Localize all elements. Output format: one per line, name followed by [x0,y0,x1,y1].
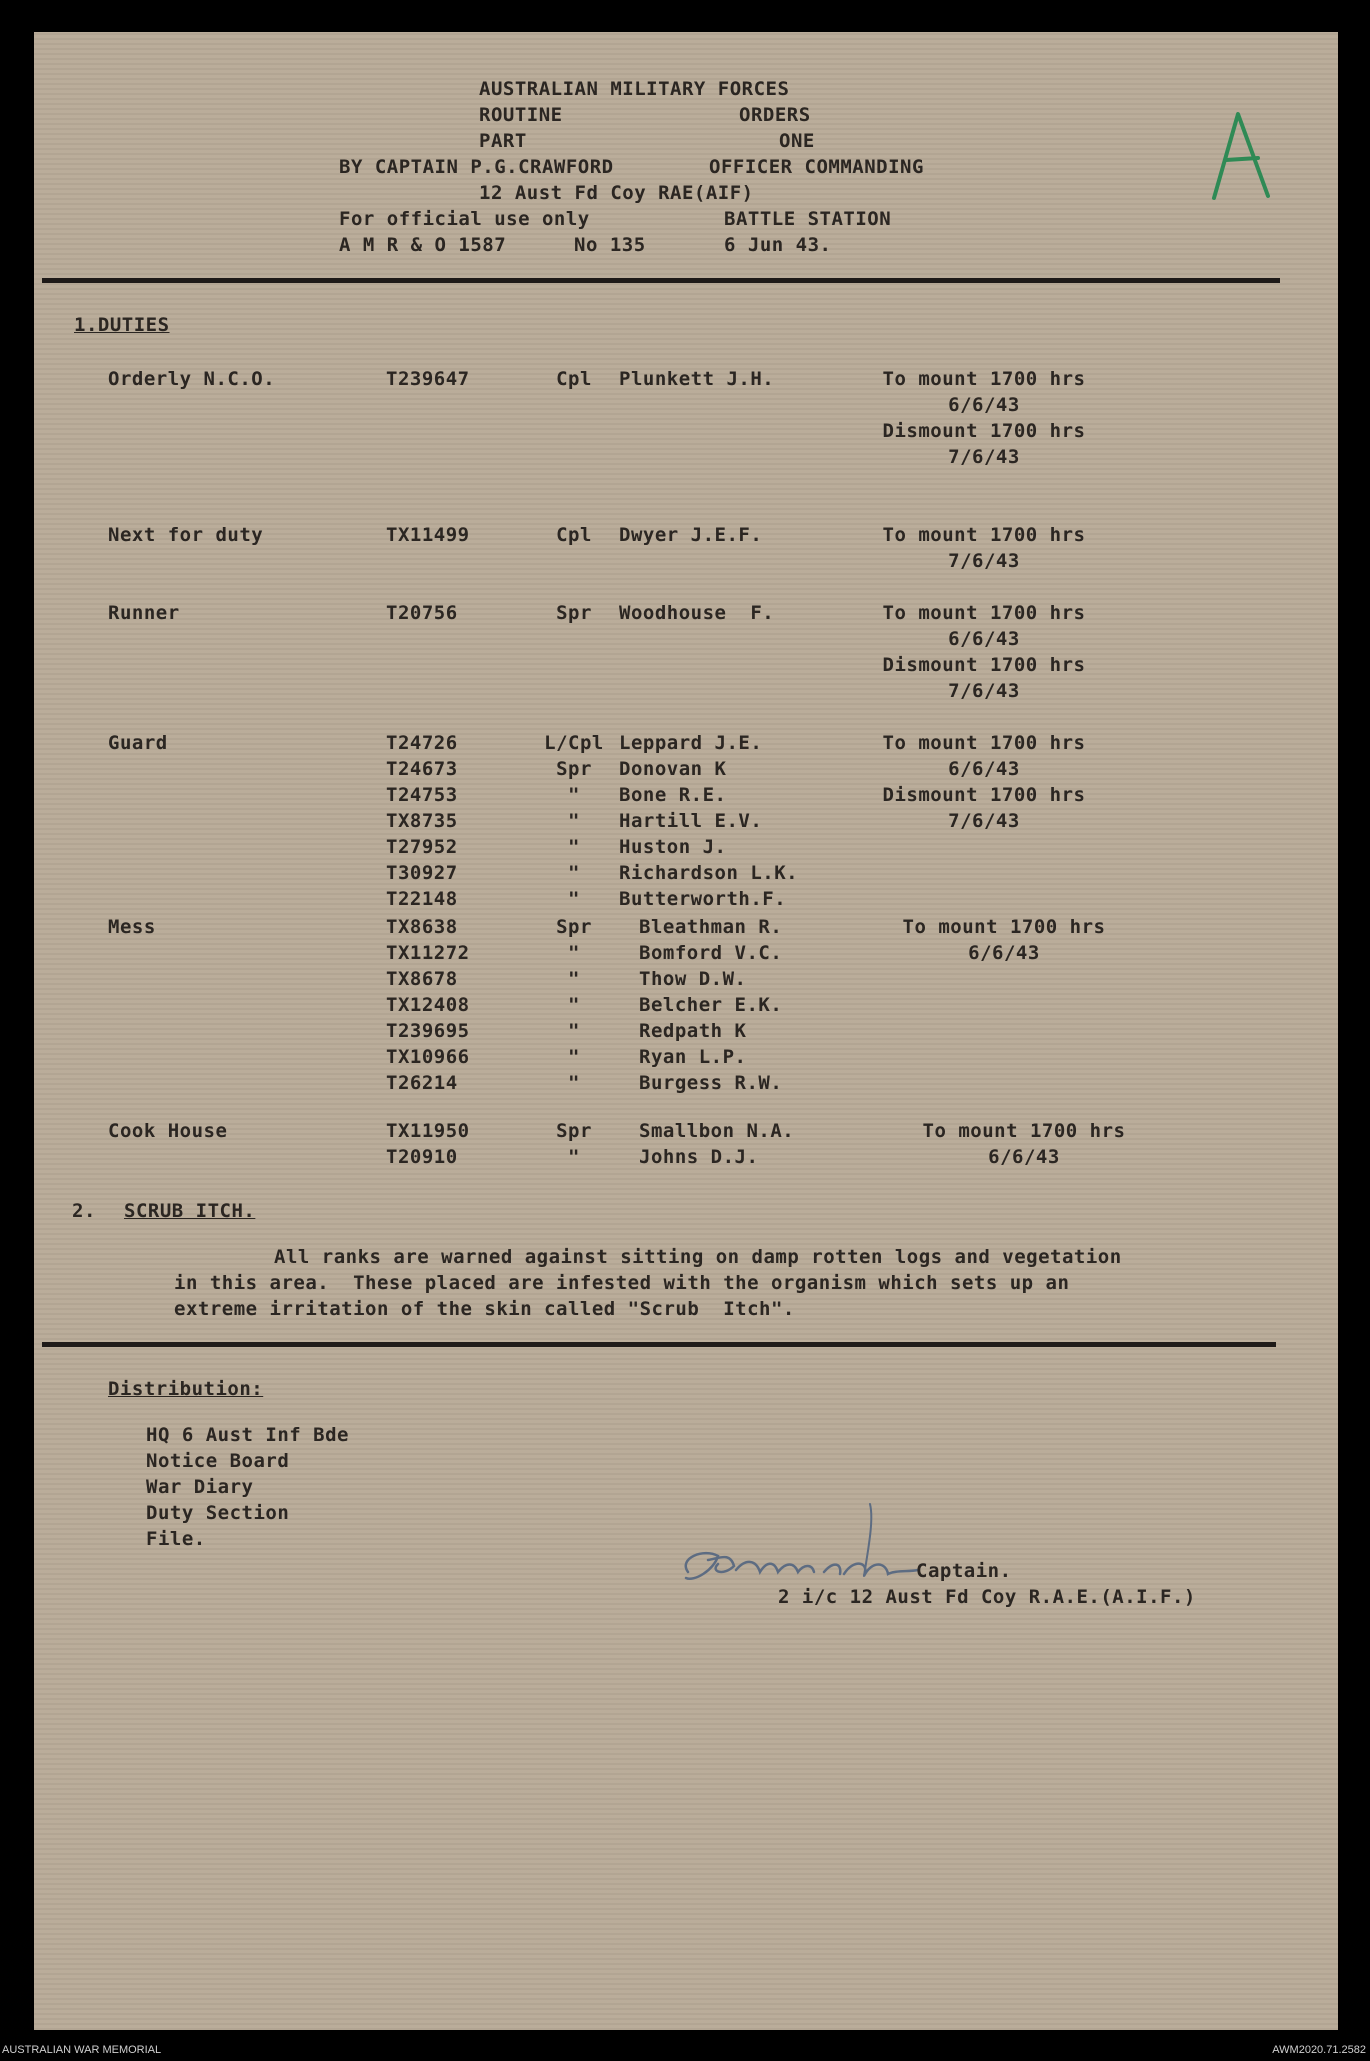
duty-name: Next for duty [108,524,264,546]
service-number: T24753 [386,784,458,806]
person-name: Redpath K [639,1020,747,1042]
duty-name: Cook House [108,1120,228,1142]
rank: L/Cpl [544,732,604,754]
person-name: Leppard J.E. [619,732,763,754]
service-number: T24673 [386,758,458,780]
person-name: Woodhouse F. [619,602,775,624]
rank: Cpl [556,368,592,390]
header-official: For official use only [339,208,590,230]
rank: " [568,1146,580,1168]
header-by: BY CAPTAIN P.G.CRAWFORD [339,156,614,178]
header-date: 6 Jun 43. [724,234,832,256]
service-number: TX8735 [386,810,458,832]
header-orders: ORDERS [739,104,811,126]
rank: Spr [556,916,592,938]
person-name: Bleathman R. [639,916,783,938]
rank: " [568,836,580,858]
header-unit: 12 Aust Fd Coy RAE(AIF) [479,182,754,204]
person-name: Johns D.J. [639,1146,759,1168]
rank: " [568,994,580,1016]
service-number: TX11950 [386,1120,470,1142]
person-name: Butterworth.F. [619,888,787,910]
person-name: Plunkett J.H. [619,368,775,390]
service-number: TX11272 [386,942,470,964]
scrub-line: in this area. These placed are infested with the organism which sets up an [174,1272,1070,1294]
duty-name: Mess [108,916,156,938]
duty-note: 6/6/43 [948,628,1020,650]
service-number: T24726 [386,732,458,754]
rank: Spr [556,758,592,780]
service-number: T20756 [386,602,458,624]
service-number: TX8678 [386,968,458,990]
duty-note: To mount 1700 hrs [882,602,1086,624]
service-number: TX11499 [386,524,470,546]
duty-note: 7/6/43 [948,446,1020,468]
duty-name: Guard [108,732,168,754]
service-number: T26214 [386,1072,458,1094]
rank: Cpl [556,524,592,546]
distribution-item: Notice Board [146,1450,290,1472]
header-officer: OFFICER COMMANDING [709,156,924,178]
distribution-divider [42,1342,1276,1347]
duty-note: To mount 1700 hrs [882,368,1086,390]
scrub-line: extreme irritation of the skin called "Scrub Itch". [174,1298,795,1320]
header-title: AUSTRALIAN MILITARY FORCES [479,78,790,100]
distribution-item: Duty Section [146,1502,290,1524]
scrub-number: 2. [72,1200,96,1222]
service-number: TX10966 [386,1046,470,1068]
rank: " [568,888,580,910]
duty-note: To mount 1700 hrs [902,916,1106,938]
person-name: Thow D.W. [639,968,747,990]
rank: " [568,1046,580,1068]
rank: " [568,784,580,806]
service-number: T20910 [386,1146,458,1168]
header-reference: A M R & O 1587 [339,234,507,256]
rank: " [568,968,580,990]
document-page [34,32,1338,2030]
header-divider [42,278,1280,283]
service-number: T27952 [386,836,458,858]
duty-note: 7/6/43 [948,680,1020,702]
annotation-letter-mark [1206,108,1280,204]
person-name: Burgess R.W. [639,1072,783,1094]
duty-note: 6/6/43 [948,394,1020,416]
duty-note: To mount 1700 hrs [922,1120,1126,1142]
duty-note: 6/6/43 [988,1146,1060,1168]
duty-note: 6/6/43 [968,942,1040,964]
person-name: Richardson L.K. [619,862,799,884]
service-number: T22148 [386,888,458,910]
rank: " [568,942,580,964]
person-name: Bone R.E. [619,784,727,806]
duty-note: 7/6/43 [948,550,1020,572]
duty-name: Runner [108,602,180,624]
person-name: Smallbon N.A. [639,1120,795,1142]
rank: " [568,810,580,832]
duty-note: Dismount 1700 hrs [882,420,1086,442]
rank: Spr [556,1120,592,1142]
rank: " [568,1072,580,1094]
header-part-number: ONE [779,130,815,152]
duty-note: 6/6/43 [948,758,1020,780]
duties-heading: 1.DUTIES [74,314,170,336]
duty-note: To mount 1700 hrs [882,524,1086,546]
header-number: No 135 [574,234,646,256]
signature-unit: 2 i/c 12 Aust Fd Coy R.A.E.(A.I.F.) [778,1586,1196,1608]
duty-note: Dismount 1700 hrs [882,784,1086,806]
service-number: TX12408 [386,994,470,1016]
signature-title: Captain. [916,1560,1012,1582]
person-name: Belcher E.K. [639,994,783,1016]
person-name: Dwyer J.E.F. [619,524,763,546]
person-name: Bomford V.C. [639,942,783,964]
duty-name: Orderly N.C.O. [108,368,276,390]
service-number: T239647 [386,368,470,390]
duty-note: To mount 1700 hrs [882,732,1086,754]
service-number: TX8638 [386,916,458,938]
rank: " [568,862,580,884]
scrub-line: All ranks are warned against sitting on damp rotten logs and vegetation [274,1246,1122,1268]
scrub-heading: SCRUB ITCH. [124,1200,256,1222]
footer-credit: AUSTRALIAN WAR MEMORIAL [2,2044,162,2056]
distribution-item: HQ 6 Aust Inf Bde [146,1424,349,1446]
distribution-heading: Distribution: [108,1378,264,1400]
person-name: Ryan L.P. [639,1046,747,1068]
footer-reference: AWM2020.71.2582 [1272,2044,1366,2056]
header-part: PART [479,130,527,152]
rank: " [568,1020,580,1042]
header-routine: ROUTINE [479,104,563,126]
duty-note: Dismount 1700 hrs [882,654,1086,676]
header-station: BATTLE STATION [724,208,892,230]
distribution-item: File. [146,1528,206,1550]
service-number: T30927 [386,862,458,884]
duty-note: 7/6/43 [948,810,1020,832]
person-name: Huston J. [619,836,727,858]
service-number: T239695 [386,1020,470,1042]
rank: Spr [556,602,592,624]
person-name: Hartill E.V. [619,810,763,832]
person-name: Donovan K [619,758,727,780]
distribution-item: War Diary [146,1476,254,1498]
